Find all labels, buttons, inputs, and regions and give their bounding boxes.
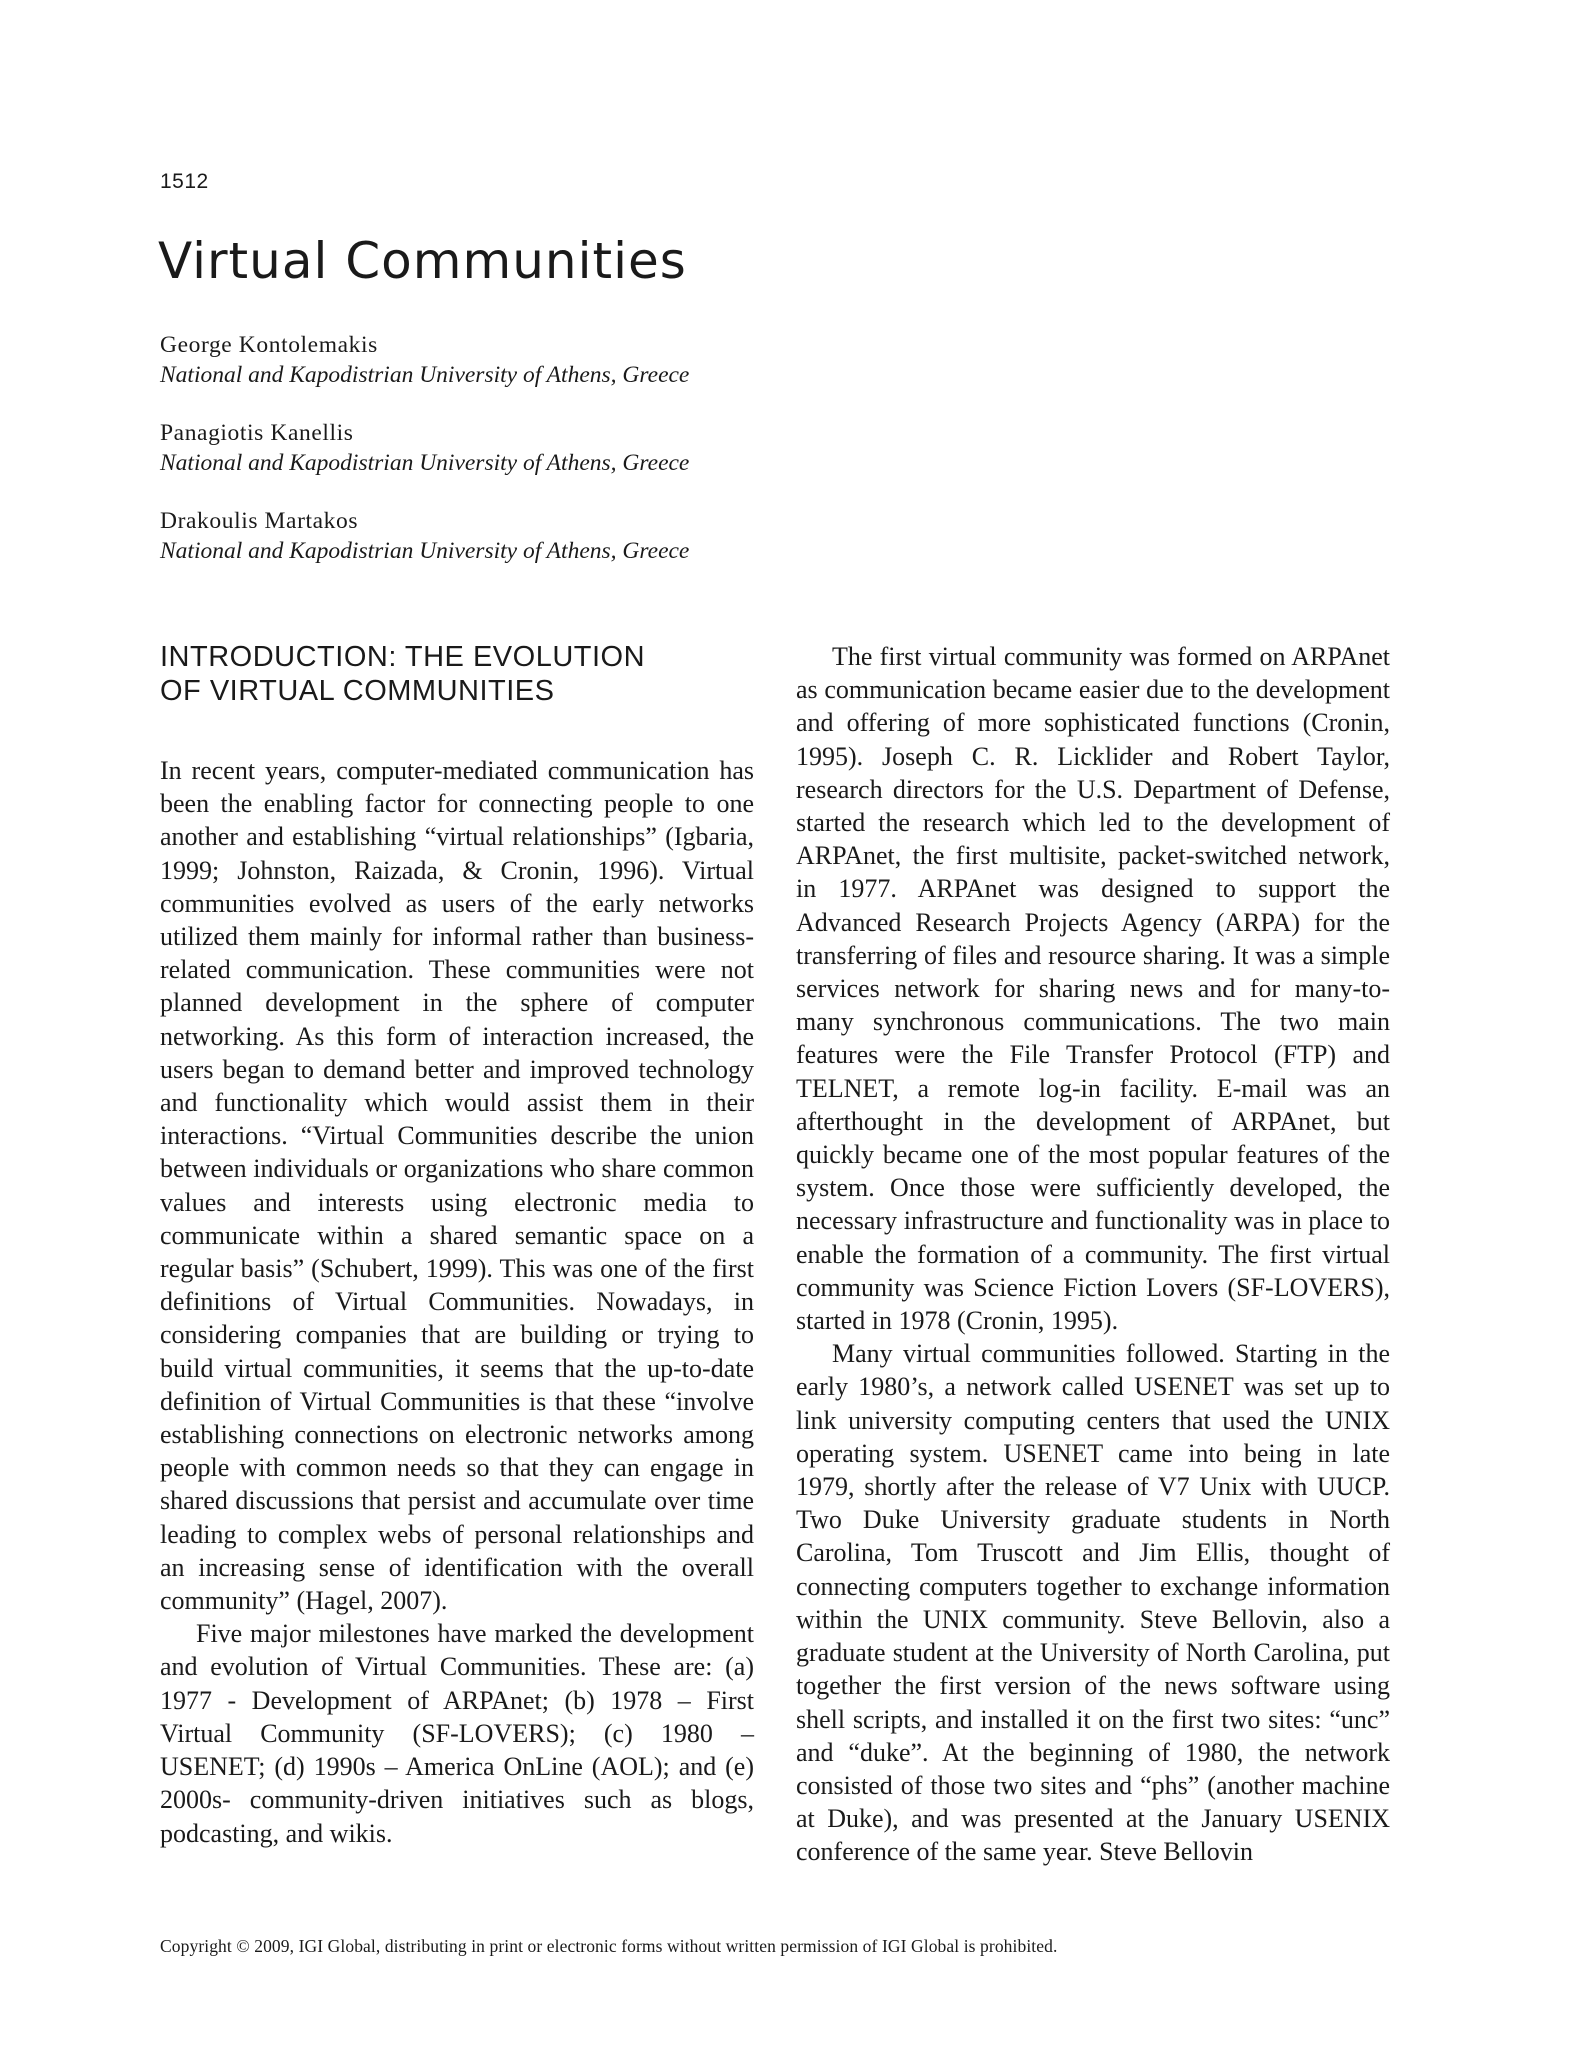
author-name: Drakoulis Martakos	[160, 508, 359, 534]
section-heading-line: OF VIRTUAL COMMUNITIES	[160, 675, 555, 707]
page-number: 1512	[160, 170, 209, 193]
author-block	[160, 418, 1060, 478]
author-block	[160, 506, 1060, 566]
author-name: George Kontolemakis	[160, 332, 378, 358]
author-name: Panagiotis Kanellis	[160, 420, 354, 446]
copyright-footer: Copyright © 2009, IGI Global, distributing in print or electronic forms without written permission of IGI Global is prohibited.	[160, 1936, 1058, 1956]
body-paragraph: In recent years, computer-mediated communication has been the enabling factor for connecting people to one another and establishing “virtual relationships” (Igbaria, 1999; Johnston, Raizada, & Cronin, 1996). Virtual communities evolved as users of the early networks utilized them mainly for informal rather than business-related communication. These communities were not planned development in the sphere of computer networking. As this form of interaction increased, the users began to demand better and improved technology and functionality which would assist them in their interactions. “Virtual Communities describe the union between individuals or organizations who share common values and interests using electronic media to communicate within a shared semantic space on a regular basis” (Schubert, 1999). This was one of the first definitions of Virtual Communities. Nowadays, in considering companies that are building or trying to build virtual communities, it seems that the up-to-date definition of Virtual Communities is that these “involve establishing connections on electronic networks among people with common needs so that they can engage in shared discussions that persist and accumulate over time leading to complex webs of personal relationships and an increasing sense of identification with the overall community” (Hagel, 2007).	[160, 756, 754, 1616]
left-column	[160, 640, 754, 1850]
article-title: Virtual Communities	[158, 232, 687, 290]
author-affiliation: National and Kapodistrian University of Athens, Greece	[160, 362, 690, 388]
section-heading	[160, 640, 754, 708]
author-affiliation: National and Kapodistrian University of Athens, Greece	[160, 538, 690, 564]
body-paragraph: Many virtual communities followed. Starting in the early 1980’s, a network called USENET was set up to link university computing centers that used the UNIX operating system. USENET came into being in late 1979, shortly after the release of V7 Unix with UUCP. Two Duke University graduate students in North Carolina, Tom Truscott and Jim Ellis, thought of connecting computers together to exchange information within the UNIX community. Steve Bellovin, also a graduate student at the University of North Carolina, put together the first version of the news software using shell scripts, and installed it on the first two sites: “unc” and “duke”. At the beginning of 1980, the network consisted of those two sites and “phs” (another machine at Duke), and was presented at the January USENIX conference of the same year. Steve Bellovin	[796, 1339, 1390, 1867]
author-list	[160, 330, 1060, 594]
right-column	[796, 640, 1390, 1869]
body-paragraph: The first virtual community was formed on ARPAnet as communication became easier due to the development and offering of more sophisticated functions (Cronin, 1995). Joseph C. R. Licklider and Robert Taylor, research directors for the U.S. Department of Defense, started the research which led to the development of ARPAnet, the first multisite, packet-switched network, in 1977. ARPAnet was designed to support the Advanced Research Projects Agency (ARPA) for the transferring of files and resource sharing. It was a simple services network for sharing news and for many-to-many synchronous communications. The two main features were the File Transfer Protocol (FTP) and TELNET, a remote log-in facility. E-mail was an afterthought in the development of ARPAnet, but quickly became one of the most popular features of the system. Once those were sufficiently developed, the necessary infrastructure and functionality was in place to enable the formation of a community. The first virtual community was Science Fiction Lovers (SF-LOVERS), started in 1978 (Cronin, 1995).	[796, 642, 1390, 1336]
author-affiliation: National and Kapodistrian University of Athens, Greece	[160, 450, 690, 476]
section-heading-line: INTRODUCTION: THE EVOLUTION	[160, 641, 646, 673]
body-paragraph: Five major milestones have marked the development and evolution of Virtual Communities. These are: (a) 1977 - Development of ARPAnet; (b) 1978 – First Virtual Community (SF-LOVERS); (c) 1980 – USENET; (d) 1990s – America OnLine (AOL); and (e) 2000s- community-driven initiatives such as blogs, podcasting, and wikis.	[160, 1619, 754, 1848]
author-block	[160, 330, 1060, 390]
